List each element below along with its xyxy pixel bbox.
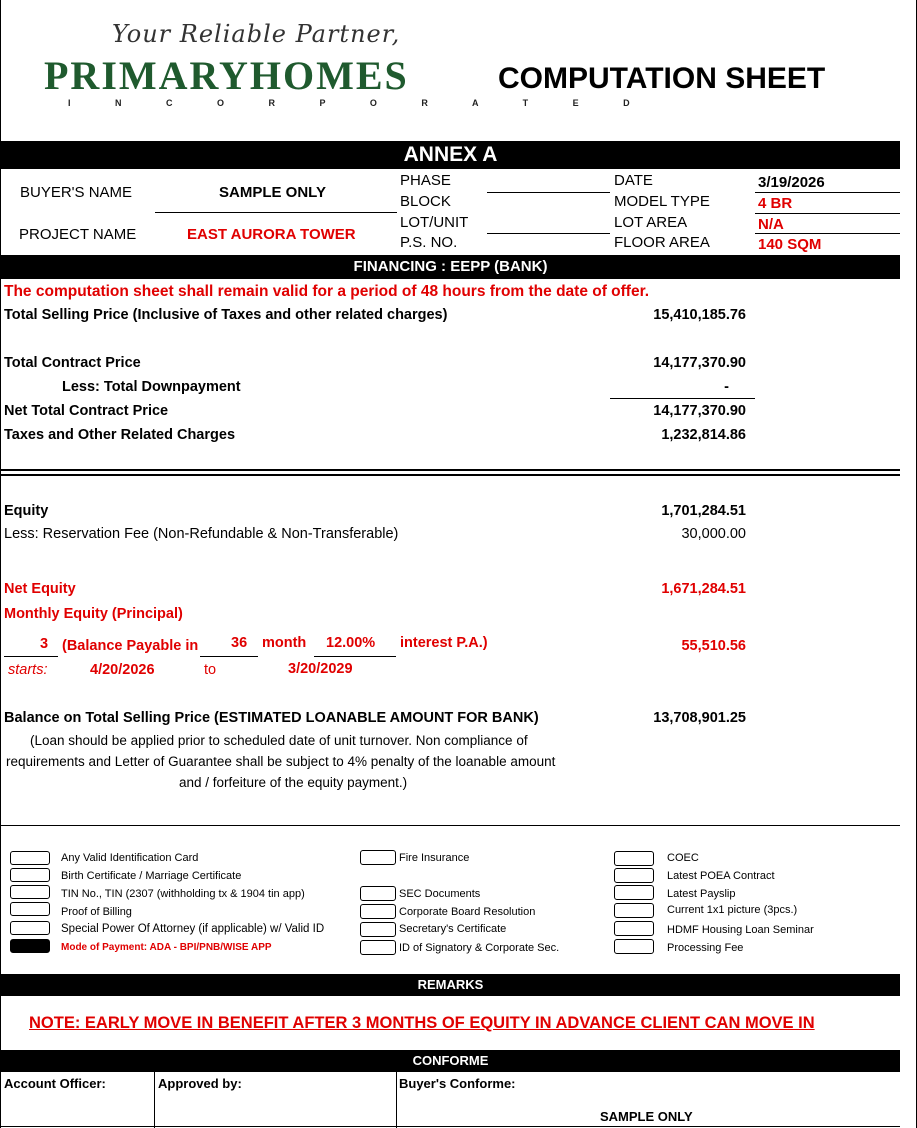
req-signatory-id: ID of Signatory & Corporate Sec. <box>399 942 560 954</box>
block-label: BLOCK <box>400 193 451 210</box>
req-spa: Special Power Of Attorney (if applicable) w/ Valid ID <box>61 923 325 935</box>
buyer-conforme-label: Buyer's Conforme: <box>399 1076 516 1091</box>
subtotal-rule <box>610 398 755 399</box>
account-officer-label: Account Officer: <box>4 1076 106 1091</box>
date-value: 3/19/2026 <box>758 174 825 191</box>
month-label: month <box>262 635 307 651</box>
checkbox-tin[interactable] <box>10 885 50 899</box>
balance-note-line3: and / forfeiture of the equity payment.) <box>179 775 408 790</box>
to-label: to <box>204 662 217 678</box>
remarks-title: REMARKS <box>417 977 484 992</box>
floor-area-label: FLOOR AREA <box>614 234 710 251</box>
checkbox-hdmf-seminar[interactable] <box>614 921 654 936</box>
checkbox-board-resolution[interactable] <box>360 904 396 919</box>
start-date: 4/20/2026 <box>90 662 155 678</box>
model-type-label: MODEL TYPE <box>614 193 710 210</box>
req-board-resolution: Corporate Board Resolution <box>399 906 536 918</box>
req-payslip: Latest Payslip <box>667 888 736 900</box>
checkbox-fire-insurance[interactable] <box>360 850 396 865</box>
model-underline <box>755 213 900 214</box>
checkbox-picture[interactable] <box>614 903 654 918</box>
end-date: 3/20/2029 <box>288 661 353 677</box>
req-poea: Latest POEA Contract <box>667 870 775 882</box>
ps-no-label: P.S. NO. <box>400 234 458 251</box>
req-tin: TIN No., TIN (2307 (withholding tx & 1904 tin app) <box>61 888 305 900</box>
balance-payable-label: (Balance Payable in <box>62 638 199 654</box>
less-dp-label: Less: Total Downpayment <box>62 379 241 395</box>
checkbox-signatory-id[interactable] <box>360 940 396 955</box>
buyer-name-value: SAMPLE ONLY <box>219 184 326 201</box>
date-label: DATE <box>614 172 653 189</box>
req-birth-cert: Birth Certificate / Marriage Certificate <box>61 870 242 882</box>
net-equity-value: 1,671,284.51 <box>661 581 746 597</box>
logo-tagline: Your Reliable Partner, <box>112 20 401 48</box>
financing-label: FINANCING : EEPP (BANK) <box>353 258 548 275</box>
equity-value: 1,701,284.51 <box>661 503 746 519</box>
req-valid-id: Any Valid Identification Card <box>61 852 199 864</box>
lot-area-label: LOT AREA <box>614 214 688 231</box>
balance-value: 13,708,901.25 <box>653 710 746 726</box>
requirements-divider <box>1 825 900 826</box>
remarks-bar <box>1 974 900 996</box>
annex-title: ANNEX A <box>403 143 498 166</box>
req-mode-of-payment: Mode of Payment: ADA - BPI/PNB/WISE APP <box>61 942 272 953</box>
tsp-label: Total Selling Price (Inclusive of Taxes and other related charges) <box>4 307 448 323</box>
remarks-note: NOTE: EARLY MOVE IN BENEFIT AFTER 3 MONTHS OF EQUITY IN ADVANCE CLIENT CAN MOVE IN <box>29 1014 815 1032</box>
months-value: 36 <box>231 635 248 651</box>
tsp-value: 15,410,185.76 <box>653 307 746 323</box>
checkbox-coec[interactable] <box>614 851 654 866</box>
date-underline <box>755 192 900 193</box>
lot-area-value: N/A <box>758 216 784 233</box>
annex-bar <box>1 141 900 169</box>
floor-area-value: 140 SQM <box>758 236 822 253</box>
checkbox-payslip[interactable] <box>614 885 654 900</box>
reservation-value: 30,000.00 <box>681 526 746 542</box>
buyer-name-underline <box>155 212 397 213</box>
checkbox-sec-docs[interactable] <box>360 886 396 901</box>
buyer-conforme-value: SAMPLE ONLY <box>600 1109 693 1124</box>
lot-unit-label: LOT/UNIT <box>400 214 469 231</box>
checkbox-secretary-cert[interactable] <box>360 922 396 937</box>
section-divider-bottom <box>1 474 900 476</box>
tcp-value: 14,177,370.90 <box>653 355 746 371</box>
buyer-name-label: BUYER'S NAME <box>20 184 133 201</box>
sig-divider-2 <box>396 1072 397 1128</box>
reservation-label: Less: Reservation Fee (Non-Refundable & Non-Transferable) <box>4 526 399 542</box>
checkbox-mode-of-payment[interactable] <box>10 939 50 953</box>
approved-by-label: Approved by: <box>158 1076 242 1091</box>
less-dp-value: - <box>724 379 729 395</box>
conforme-bar <box>1 1050 900 1072</box>
project-name-value: EAST AURORA TOWER <box>187 226 356 243</box>
financing-bar <box>1 255 900 279</box>
starts-label: starts: <box>8 662 48 678</box>
ntcp-label: Net Total Contract Price <box>4 403 169 419</box>
taxes-label: Taxes and Other Related Charges <box>4 427 236 443</box>
terms-underline <box>4 656 58 657</box>
phase-underline <box>487 192 610 193</box>
req-sec-docs: SEC Documents <box>399 888 481 900</box>
checkbox-poea[interactable] <box>614 868 654 883</box>
req-hdmf-seminar: HDMF Housing Loan Seminar <box>667 924 814 936</box>
checkbox-birth-cert[interactable] <box>10 868 50 882</box>
checkbox-proof-billing[interactable] <box>10 902 50 916</box>
req-fire-insurance: Fire Insurance <box>399 852 470 864</box>
balance-note-line2: requirements and Letter of Guarantee shall be subject to 4% penalty of the loanable amount <box>6 754 556 769</box>
interest-label: interest P.A.) <box>400 635 488 651</box>
net-equity-label: Net Equity <box>4 581 76 597</box>
sig-divider-1 <box>154 1072 155 1128</box>
checkbox-spa[interactable] <box>10 921 50 935</box>
checkbox-valid-id[interactable] <box>10 851 50 865</box>
balance-note-line1: (Loan should be applied prior to scheduled date of unit turnover. Non compliance of <box>30 733 528 748</box>
checkbox-processing-fee[interactable] <box>614 939 654 954</box>
taxes-value: 1,232,814.86 <box>661 427 746 443</box>
monthly-equity-value: 55,510.56 <box>681 638 746 654</box>
equity-label: Equity <box>4 503 49 519</box>
req-secretary-cert: Secretary's Certificate <box>399 923 507 935</box>
lot-area-underline <box>755 233 900 234</box>
rate-value: 12.00% <box>326 635 376 651</box>
section-divider-top <box>1 469 900 471</box>
page-title: COMPUTATION SHEET <box>498 62 826 95</box>
req-processing-fee: Processing Fee <box>667 942 744 954</box>
conforme-title: CONFORME <box>412 1053 489 1068</box>
balance-label: Balance on Total Selling Price (ESTIMATED LOANABLE AMOUNT FOR BANK) <box>4 710 539 726</box>
req-picture: Current 1x1 picture (3pcs.) <box>667 904 798 916</box>
lot-unit-underline <box>487 233 610 234</box>
logo-brand: PRIMARYHOMES <box>44 53 409 98</box>
project-name-label: PROJECT NAME <box>19 226 137 243</box>
req-coec: COEC <box>667 852 699 864</box>
rate-underline <box>314 656 396 657</box>
terms-count: 3 <box>40 636 49 652</box>
months-underline <box>200 656 258 657</box>
monthly-equity-label: Monthly Equity (Principal) <box>4 606 183 622</box>
phase-label: PHASE <box>400 172 451 189</box>
model-type-value: 4 BR <box>758 195 793 212</box>
logo-incorporated: I N C O R P O R A T E D <box>68 98 651 108</box>
sig-bottom-rule <box>1 1126 900 1127</box>
ntcp-value: 14,177,370.90 <box>653 403 746 419</box>
tcp-label: Total Contract Price <box>4 355 141 371</box>
req-proof-billing: Proof of Billing <box>61 906 132 918</box>
validity-note: The computation sheet shall remain valid for a period of 48 hours from the date of offer. <box>4 283 650 300</box>
